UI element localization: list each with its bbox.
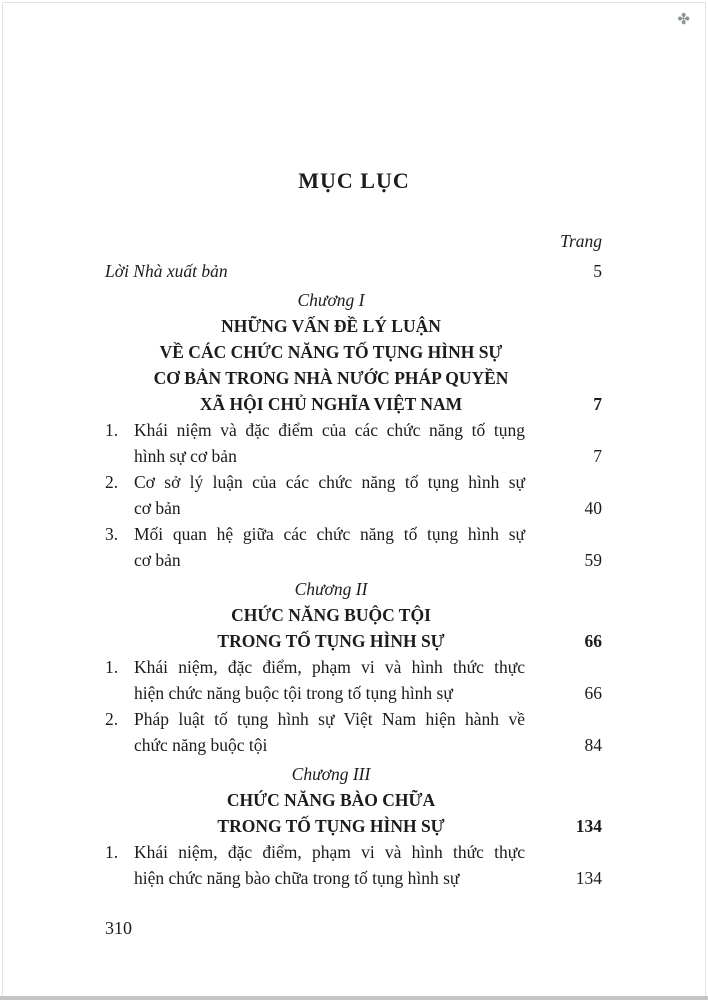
toc-line-item: [105, 706, 602, 732]
toc-entry-text: Chương II: [294, 579, 368, 599]
toc-line-chapter: [105, 576, 602, 602]
toc-line-item: [105, 417, 602, 443]
toc-line-item: [105, 654, 602, 680]
toc-entry-number: 1.: [105, 420, 119, 440]
toc-line-frontmatter: [105, 258, 602, 284]
toc-entry-text: TRONG TỐ TỤNG HÌNH SỰ: [217, 816, 445, 836]
toc-entry-text: 1. Khái niệm, đặc điểm, phạm vi và hình thức thực: [105, 839, 525, 865]
folio-page-number: 310: [105, 918, 132, 938]
toc-entry-text: 1. Khái niệm và đặc điểm của các chức năng tố tụng: [105, 417, 525, 443]
toc-entry-text: 2. Pháp luật tố tụng hình sự Việt Nam hiện hành về: [105, 706, 525, 732]
toc-entry-text: cơ bản: [134, 550, 181, 570]
toc-list: [105, 258, 602, 891]
toc-page-number: 134: [575, 816, 602, 836]
toc-entry-number: 2.: [105, 709, 119, 729]
toc-line-heading: [105, 339, 602, 365]
toc-entry-number: 1.: [105, 657, 119, 677]
toc-page-number: 134: [575, 868, 602, 888]
toc-line-cont: [105, 547, 602, 573]
toc-page-number: 66: [584, 631, 602, 651]
toc-entry-text: hình sự cơ bản: [134, 446, 237, 466]
toc-line-cont: [105, 865, 602, 891]
toc-line-chapter: [105, 761, 602, 787]
toc-line-chapter: [105, 287, 602, 313]
toc-line-cont: [105, 443, 602, 469]
toc-entry-text: XÃ HỘI CHỦ NGHĨA VIỆT NAM: [199, 394, 463, 414]
toc-page-number: 84: [584, 735, 602, 755]
toc-page-number: 7: [593, 394, 602, 414]
toc-entry-text: 1. Khái niệm, đặc điểm, phạm vi và hình thức thực: [105, 654, 525, 680]
toc-line-heading: [105, 365, 602, 391]
toc-line-heading: [105, 602, 602, 628]
toc-line-item: [105, 839, 602, 865]
page-title: MỤC LỤC: [298, 168, 410, 193]
toc-entry-text: chức năng buộc tội: [134, 735, 268, 755]
toc-line-heading: [105, 787, 602, 813]
toc-entry-text: 3. Mối quan hệ giữa các chức năng tố tụng hình sự: [105, 521, 525, 547]
toc-entry-text: TRONG TỐ TỤNG HÌNH SỰ: [217, 631, 445, 651]
toc-entry-text: hiện chức năng bào chữa trong tố tụng hình sự: [134, 868, 460, 888]
toc-line-cont: [105, 732, 602, 758]
toc-entry-text: CHỨC NĂNG BUỘC TỘI: [231, 605, 431, 625]
scan-bottom-edge: [0, 996, 708, 1000]
toc-line-heading: [105, 628, 602, 654]
toc-content: [105, 228, 602, 891]
toc-page-number: 40: [584, 498, 602, 518]
page-column-header: Trang: [560, 231, 602, 251]
toc-entry-text: Chương I: [297, 290, 365, 310]
toc-entry-text: Lời Nhà xuất bản: [105, 261, 228, 281]
flower-ornament-icon: ✤: [677, 12, 690, 28]
toc-line-heading: [105, 313, 602, 339]
toc-page-number: 5: [593, 261, 602, 281]
toc-page-number: 59: [584, 550, 602, 570]
toc-entry-text: hiện chức năng buộc tội trong tố tụng hình sự: [134, 683, 453, 703]
toc-entry-text: CƠ BẢN TRONG NHÀ NƯỚC PHÁP QUYỀN: [153, 368, 509, 388]
toc-entry-number: 1.: [105, 842, 119, 862]
toc-entry-text: VỀ CÁC CHỨC NĂNG TỐ TỤNG HÌNH SỰ: [159, 342, 503, 362]
toc-line-cont: [105, 495, 602, 521]
toc-line-item: [105, 469, 602, 495]
toc-entry-text: CHỨC NĂNG BÀO CHỮA: [226, 790, 436, 810]
toc-entry-number: 3.: [105, 524, 119, 544]
toc-line-cont: [105, 680, 602, 706]
toc-entry-text: 2. Cơ sở lý luận của các chức năng tố tụng hình sự: [105, 469, 525, 495]
toc-line-heading: [105, 391, 602, 417]
toc-line-item: [105, 521, 602, 547]
toc-page-number: 66: [584, 683, 602, 703]
toc-entry-number: 2.: [105, 472, 119, 492]
toc-page-number: 7: [593, 446, 602, 466]
toc-entry-text: cơ bản: [134, 498, 181, 518]
toc-line-heading: [105, 813, 602, 839]
toc-entry-text: Chương III: [291, 764, 371, 784]
toc-entry-text: NHỮNG VẤN ĐỀ LÝ LUẬN: [221, 316, 441, 336]
